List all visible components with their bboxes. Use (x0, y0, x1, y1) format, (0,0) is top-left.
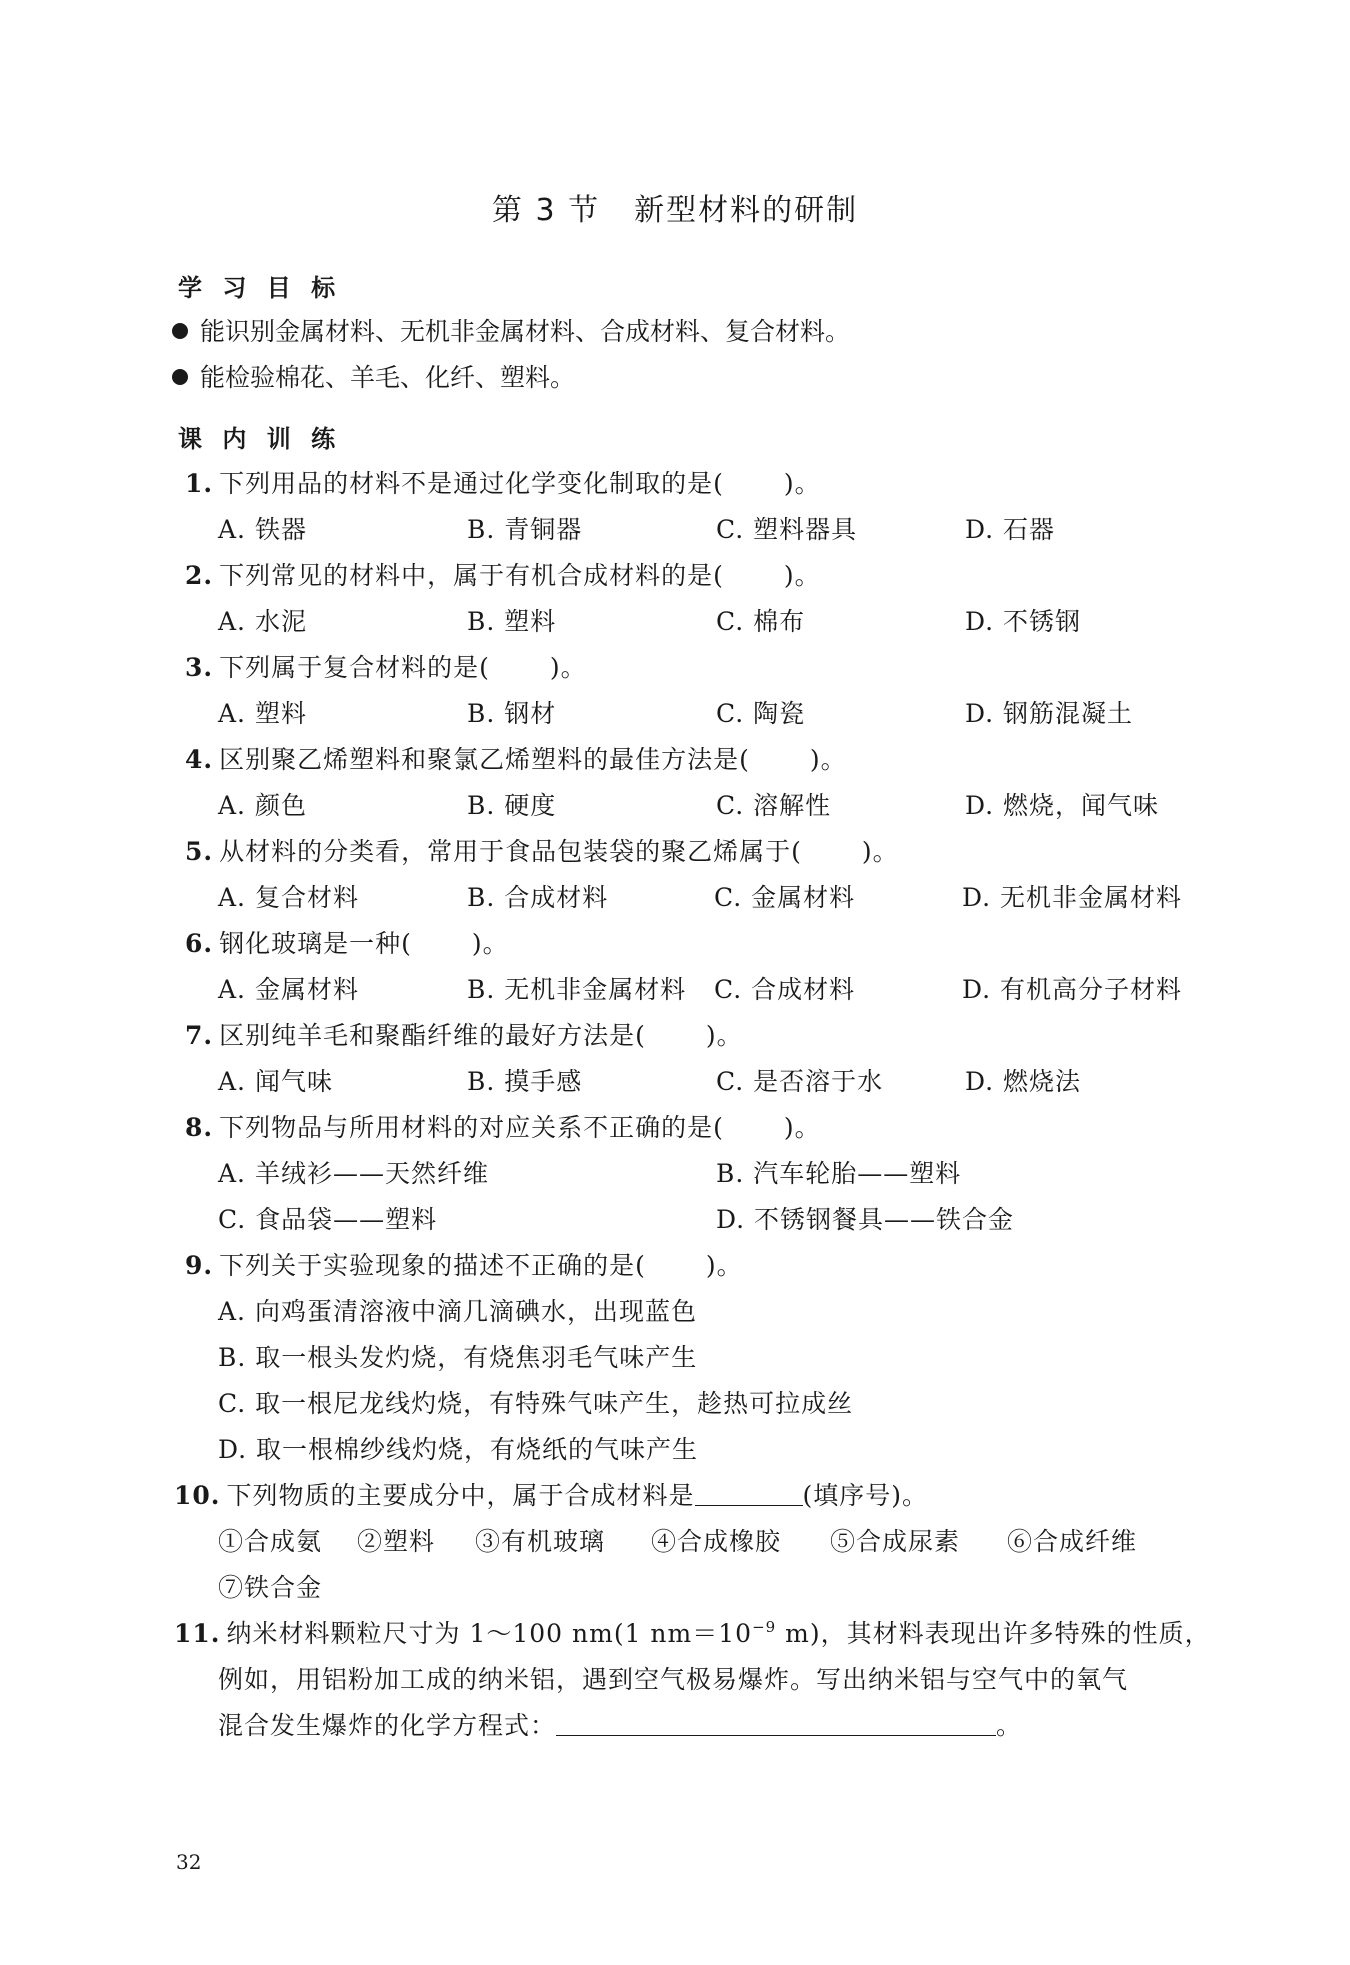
option: B. 取一根头发灼烧，有烧焦羽毛气味产生 (218, 1343, 698, 1372)
question-11-line-2: 例如，用铝粉加工成的纳米铝，遇到空气极易爆炸。写出纳米铝与空气中的氧气 (218, 1665, 1129, 1694)
bullet-icon (172, 369, 188, 385)
option: D. 不锈钢餐具——铁合金 (716, 1205, 1015, 1234)
option: A. 金属材料 (218, 975, 359, 1004)
option: B. 合成材料 (467, 883, 609, 912)
question-2: 2. 下列常见的材料中，属于有机合成材料的是( )。 (185, 561, 821, 590)
objectives-heading: 学 习 目 标 (178, 273, 342, 302)
option: D. 取一根棉纱线灼烧，有烧纸的气味产生 (218, 1435, 699, 1464)
option: D. 不锈钢 (965, 607, 1082, 636)
option: D. 燃烧，闻气味 (965, 791, 1160, 820)
option: A. 水泥 (218, 607, 307, 636)
answer-blank[interactable] (695, 1481, 803, 1506)
question-7: 7. 区别纯羊毛和聚酯纤维的最好方法是( )。 (185, 1021, 743, 1050)
option: D. 有机高分子材料 (962, 975, 1183, 1004)
option: C. 取一根尼龙线灼烧，有特殊气味产生，趁热可拉成丝 (218, 1389, 854, 1418)
option: A. 复合材料 (218, 883, 359, 912)
section-number: 第 3 节 (491, 193, 601, 228)
bullet-icon (172, 323, 188, 339)
option: C. 陶瓷 (716, 699, 806, 728)
option: C. 棉布 (716, 607, 806, 636)
question-1: 1. 下列用品的材料不是通过化学变化制取的是( )。 (185, 469, 821, 498)
question-4: 4. 区别聚乙烯塑料和聚氯乙烯塑料的最佳方法是( )。 (185, 745, 847, 774)
question-11: 11. 纳米材料颗粒尺寸为 1～100 nm(1 $nm=10^{-9}$ m)，其材料表现出许多特殊的性质， (174, 1618, 1211, 1648)
training-heading: 课 内 训 练 (178, 424, 342, 453)
option: B. 青铜器 (467, 515, 583, 544)
objective-item: 能识别金属材料、无机非金属材料、合成材料、复合材料。 (172, 312, 850, 348)
option: C. 塑料器具 (716, 515, 858, 544)
choice-item: ⑥合成纤维 (1007, 1527, 1138, 1556)
option: A. 羊绒衫——天然纤维 (218, 1159, 489, 1188)
question-5: 5. 从材料的分类看，常用于食品包装袋的聚乙烯属于( )。 (185, 837, 899, 866)
page-number: 32 (176, 1850, 202, 1874)
answer-blank[interactable] (556, 1711, 996, 1736)
option: C. 合成材料 (714, 975, 856, 1004)
question-6: 6. 钢化玻璃是一种( )。 (185, 929, 509, 958)
objective-item: 能检验棉花、羊毛、化纤、塑料。 (172, 358, 575, 394)
option: B. 钢材 (467, 699, 557, 728)
exponent: −9 (752, 1618, 777, 1636)
choice-item: ⑦铁合金 (218, 1573, 323, 1602)
option: B. 无机非金属材料 (467, 975, 687, 1004)
option: C. 溶解性 (716, 791, 832, 820)
option: A. 向鸡蛋清溶液中滴几滴碘水，出现蓝色 (218, 1297, 697, 1326)
question-3: 3. 下列属于复合材料的是( )。 (185, 653, 587, 682)
option: A. 颜色 (218, 791, 307, 820)
choice-item: ⑤合成尿素 (830, 1527, 961, 1556)
option: D. 石器 (965, 515, 1056, 544)
option: A. 闻气味 (218, 1067, 333, 1096)
option: A. 铁器 (218, 515, 307, 544)
option: B. 汽车轮胎——塑料 (716, 1159, 962, 1188)
question-11-line-3: 混合发生爆炸的化学方程式： 。 (218, 1711, 1023, 1740)
option: C. 食品袋——塑料 (218, 1205, 438, 1234)
option: C. 金属材料 (714, 883, 856, 912)
option: B. 塑料 (467, 607, 557, 636)
option: A. 塑料 (218, 699, 307, 728)
option: D. 无机非金属材料 (962, 883, 1183, 912)
question-10: 10. 下列物质的主要成分中，属于合成材料是 (填序号)。 (174, 1481, 929, 1510)
question-8: 8. 下列物品与所用材料的对应关系不正确的是( )。 (185, 1113, 821, 1142)
choice-item: ①合成氨 (218, 1527, 323, 1556)
option: C. 是否溶于水 (716, 1067, 884, 1096)
section-name: 新型材料的研制 (634, 193, 859, 228)
choice-item: ③有机玻璃 (475, 1527, 606, 1556)
choice-item: ④合成橡胶 (651, 1527, 782, 1556)
option: D. 钢筋混凝土 (965, 699, 1134, 728)
section-title (0, 185, 1350, 229)
choice-item: ②塑料 (357, 1527, 436, 1556)
option: D. 燃烧法 (965, 1067, 1082, 1096)
option: B. 硬度 (467, 791, 557, 820)
option: B. 摸手感 (467, 1067, 583, 1096)
question-9: 9. 下列关于实验现象的描述不正确的是( )。 (185, 1251, 743, 1280)
